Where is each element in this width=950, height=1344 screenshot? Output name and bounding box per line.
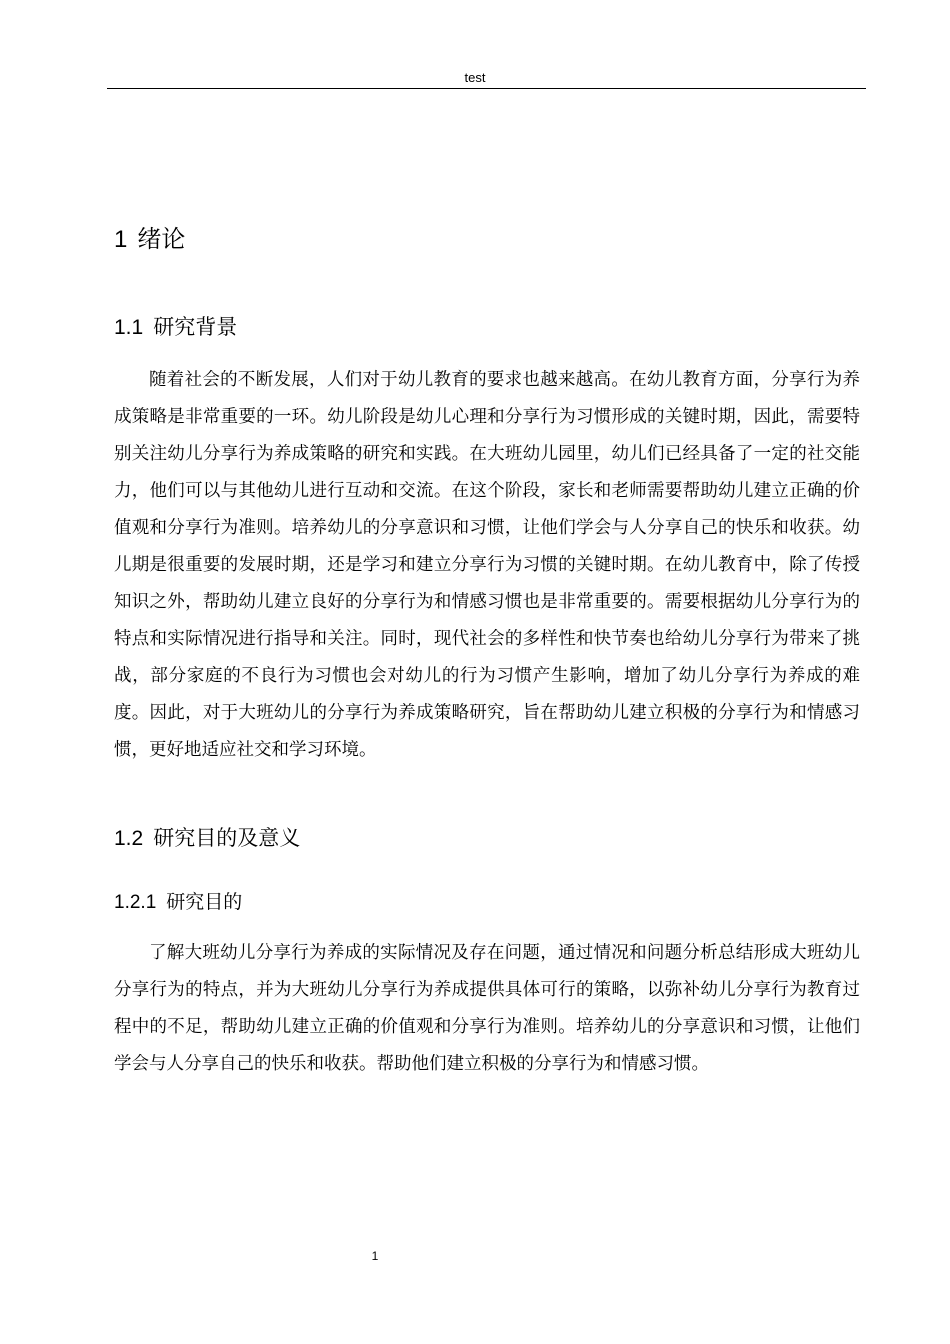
section-title: 研究目的及意义	[153, 826, 301, 850]
section-heading-1-2	[114, 824, 300, 853]
purpose-paragraph: 了解大班幼儿分享行为养成的实际情况及存在问题，通过情况和问题分析总结形成大班幼儿分享行为的特点，并为大班幼儿分享行为养成提供具体可行的策略，以弥补幼儿分享行为教育过程中的不足，帮助幼儿建立正确的价值观和分享行为准则。培养幼儿的分享意识和习惯，让他们学会与人分享自己的快乐和收获。帮助他们建立积极的分享行为和情感习惯。	[114, 943, 860, 1074]
page-number: 1	[371, 1249, 379, 1263]
chapter-title: 绪论	[137, 225, 186, 253]
header-divider	[107, 88, 866, 89]
chapter-number: 1	[114, 226, 128, 253]
section-number: 1.1	[114, 316, 144, 339]
background-paragraph: 随着社会的不断发展，人们对于幼儿教育的要求也越来越高。在幼儿教育方面，分享行为养成策略是非常重要的一环。幼儿阶段是幼儿心理和分享行为习惯形成的关键时期，因此，需要特别关注幼儿分享行为养成策略的研究和实践。在大班幼儿园里，幼儿们已经具备了一定的社交能力，他们可以与其他幼儿进行互动和交流。在这个阶段，家长和老师需要帮助幼儿建立正确的价值观和分享行为准则。培养幼儿的分享意识和习惯，让他们学会与人分享自己的快乐和收获。幼儿期是很重要的发展时期，还是学习和建立分享行为习惯的关键时期。在幼儿教育中，除了传授知识之外，帮助幼儿建立良好的分享行为和情感习惯也是非常重要的。需要根据幼儿分享行为的特点和实际情况进行指导和关注。同时，现代社会的多样性和快节奏也给幼儿分享行为带来了挑战，部分家庭的不良行为习惯也会对幼儿的行为习惯产生影响，增加了幼儿分享行为养成的难度。因此，对于大班幼儿的分享行为养成策略研究，旨在帮助幼儿建立积极的分享行为和情感习惯，更好地适应社交和学习环境。	[114, 370, 860, 760]
subsection-title: 研究目的	[166, 891, 243, 913]
section-heading-1-1	[114, 313, 237, 342]
subsection-heading-1-2-1	[114, 889, 242, 916]
subsection-number: 1.2.1	[114, 892, 157, 913]
page-header: test	[464, 70, 486, 85]
section-title: 研究背景	[153, 315, 238, 339]
section-number: 1.2	[114, 827, 144, 850]
chapter-heading	[114, 224, 185, 255]
